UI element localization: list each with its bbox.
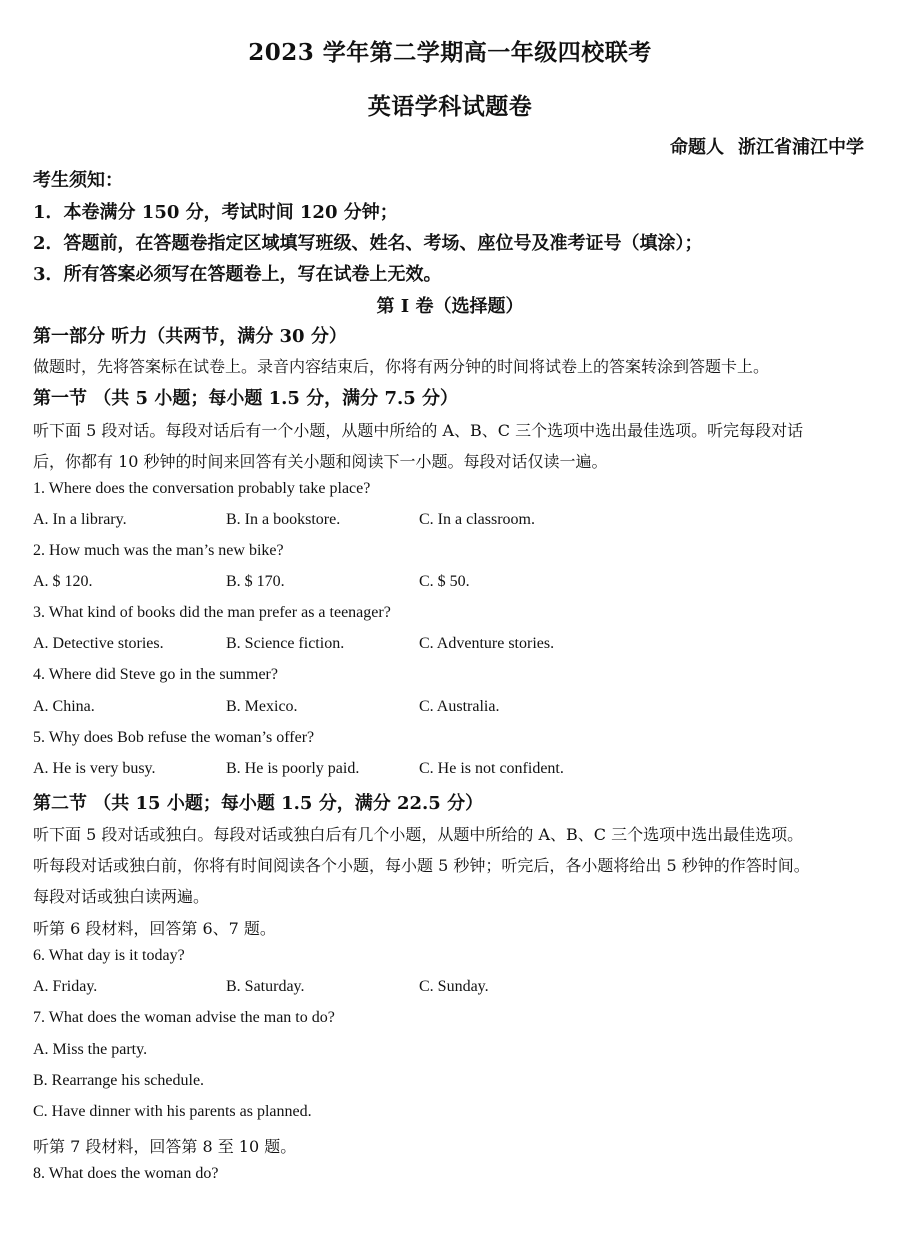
q2-option-a: A. $ 120. xyxy=(33,573,93,590)
q6-option-c: C. Sunday. xyxy=(419,978,489,995)
question-5: 5. Why does Bob refuse the woman’s offer? xyxy=(33,729,315,746)
q7-option-b: B. Rearrange his schedule. xyxy=(33,1072,205,1089)
question-8: 8. What does the woman do? xyxy=(33,1165,219,1182)
notice-item-1: 1．本卷满分 150 分，考试时间 120 分钟； xyxy=(33,202,398,223)
q1-option-a: A. In a library. xyxy=(33,511,127,528)
notice-heading: 考生须知： xyxy=(33,170,123,191)
part1-instruction: 做题时，先将答案标在试卷上。录音内容结束后，你将有两分钟的时间将试卷上的答案转涂到答题卡上。 xyxy=(33,357,770,376)
notice-item-3: 3．所有答案必须写在答题卷上，写在试卷上无效。 xyxy=(33,264,442,285)
question-7: 7. What does the woman advise the man to do? xyxy=(33,1009,335,1026)
question-2: 2. How much was the man’s new bike? xyxy=(33,542,284,559)
q7-option-c: C. Have dinner with his parents as planned. xyxy=(33,1103,312,1120)
section2-instruction-1: 听下面 5 段对话或独白。每段对话或独白后有几个小题，从题中所给的 A、B、C 三个选项中选出最佳选项。 xyxy=(33,825,804,844)
q2-option-c: C. $ 50. xyxy=(419,573,470,590)
q3-option-c: C. Adventure stories. xyxy=(419,635,555,652)
author-label: 命题人 xyxy=(670,137,724,158)
section2-heading: 第二节 （共 15 小题；每小题 1.5 分，满分 22.5 分） xyxy=(33,793,484,814)
material-7-note: 听第 7 段材料，回答第 8 至 10 题。 xyxy=(33,1137,297,1156)
part1-heading: 第一部分 听力（共两节，满分 30 分） xyxy=(33,326,347,347)
q1-option-b: B. In a bookstore. xyxy=(226,511,341,528)
q2-option-b: B. $ 170. xyxy=(226,573,285,590)
q5-option-c: C. He is not confident. xyxy=(419,760,564,777)
exam-title: 2023 学年第二学期高一年级四校联考 xyxy=(248,39,652,66)
question-6: 6. What day is it today? xyxy=(33,947,185,964)
q3-option-a: A. Detective stories. xyxy=(33,635,164,652)
question-3: 3. What kind of books did the man prefer as a teenager? xyxy=(33,604,391,621)
q4-option-b: B. Mexico. xyxy=(226,698,298,715)
q4-option-a: A. China. xyxy=(33,698,95,715)
q7-option-a: A. Miss the party. xyxy=(33,1041,148,1058)
volume-title: 第 I 卷（选择题） xyxy=(376,296,524,317)
section1-instruction-1: 听下面 5 段对话。每段对话后有一个小题，从题中所给的 A、B、C 三个选项中选出最佳选项。听完每段对话 xyxy=(33,421,804,440)
section2-instruction-2: 听每段对话或独白前，你将有时间阅读各个小题，每小题 5 秒钟；听完后，各小题将给出 5 秒钟的作答时间。 xyxy=(33,856,810,875)
q6-option-a: A. Friday. xyxy=(33,978,98,995)
q5-option-a: A. He is very busy. xyxy=(33,760,156,777)
section2-instruction-3: 每段对话或独白读两遍。 xyxy=(33,887,210,906)
q5-option-b: B. He is poorly paid. xyxy=(226,760,360,777)
q6-option-b: B. Saturday. xyxy=(226,978,305,995)
material-6-note: 听第 6 段材料，回答第 6、7 题。 xyxy=(33,919,276,938)
q1-option-c: C. In a classroom. xyxy=(419,511,535,528)
section1-instruction-2: 后，你都有 10 秒钟的时间来回答有关小题和阅读下一小题。每段对话仅读一遍。 xyxy=(33,452,608,471)
question-4: 4. Where did Steve go in the summer? xyxy=(33,666,278,683)
author-school: 浙江省浦江中学 xyxy=(738,137,864,158)
q3-option-b: B. Science fiction. xyxy=(226,635,345,652)
question-1: 1. Where does the conversation probably take place? xyxy=(33,480,371,497)
author-line xyxy=(670,133,864,159)
exam-subtitle: 英语学科试题卷 xyxy=(367,93,533,120)
notice-item-2: 2．答题前，在答题卷指定区域填写班级、姓名、考场、座位号及准考证号（填涂）； xyxy=(33,233,703,254)
section1-heading: 第一节 （共 5 小题；每小题 1.5 分，满分 7.5 分） xyxy=(33,388,459,409)
q4-option-c: C. Australia. xyxy=(419,698,500,715)
